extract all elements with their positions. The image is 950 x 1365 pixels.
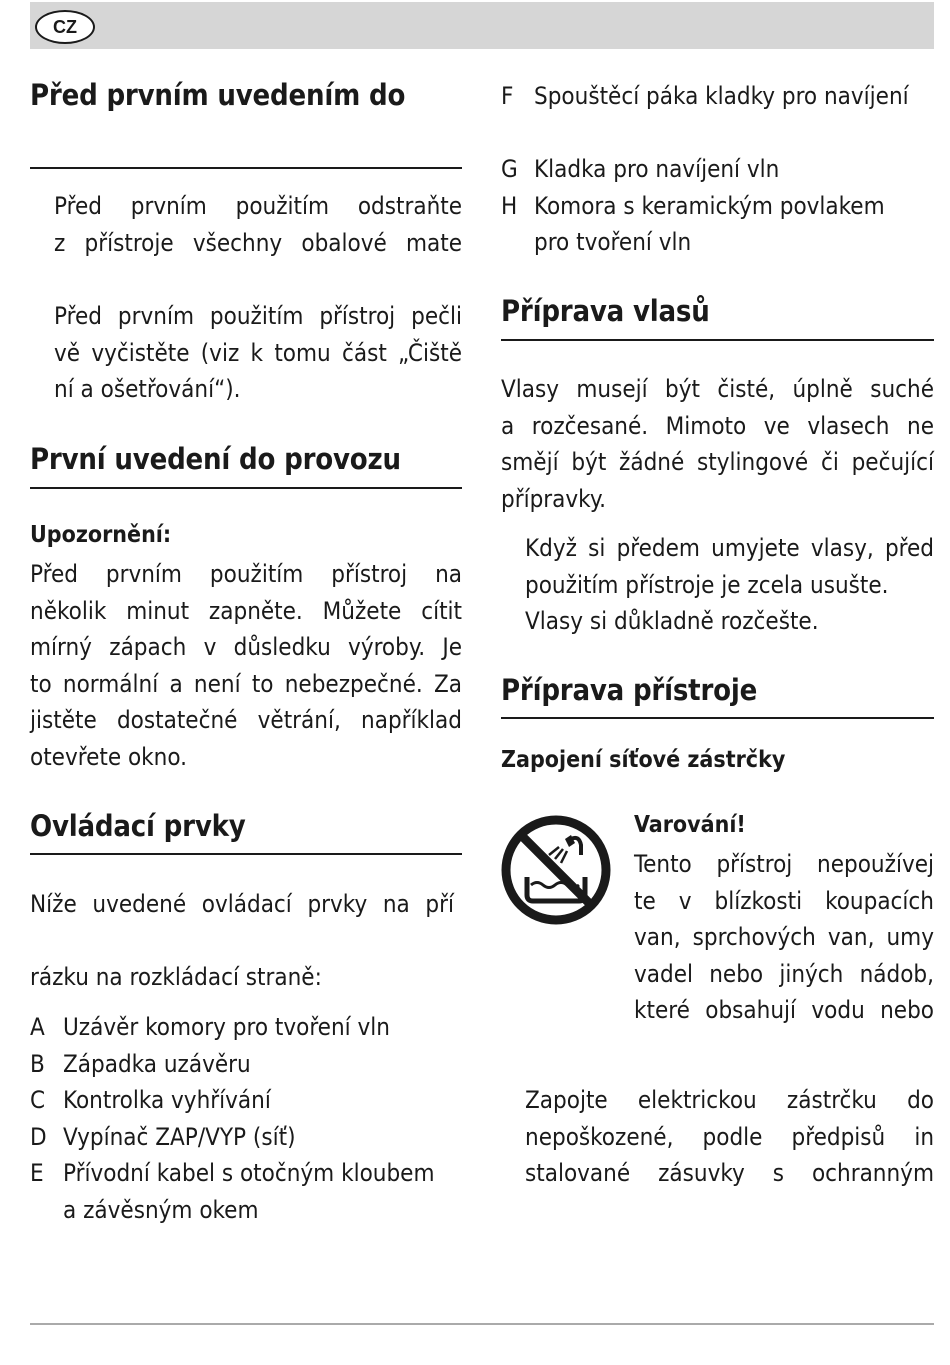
paragraph-hair-dry: Když si předem umyjete vlasy, před použitím přístroje je zcela usušte. Vlasy si důkladně rozčešte. bbox=[525, 534, 934, 636]
paragraph-clean-device: Před prvním použitím přístroj pečli vě vyčistěte (viz k tomu část „Čiště ní a ošetřování“). bbox=[54, 302, 462, 404]
note-paragraph: Před prvním použitím přístroj na několik minut zapněte. Můžete cítit mírný zápach v důsledku výroby. Je to normální a není to nebezpečné. Za jistěte dostatečné větrání, například otevřete okno. bbox=[30, 560, 462, 771]
list-item: H Komora s keramickým povlakem bbox=[501, 191, 885, 220]
warning-paragraph: Tento přístroj nepoužívej te v blízkosti koupacích van, sprchových van, umy vadel nebo jiných nádob, které obsahují vodu nebo bbox=[634, 850, 934, 1025]
bottom-rule bbox=[30, 1323, 934, 1325]
section-title-device-preparation: Příprava přístroje bbox=[501, 673, 758, 707]
list-item: D Vypínač ZAP/VYP (síť) bbox=[30, 1122, 296, 1151]
note-label: Upozornění: bbox=[30, 522, 172, 548]
section-title-first-operation: První uvedení do provozu bbox=[30, 442, 401, 476]
subheading-plug-connection: Zapojení síťové zástrčky bbox=[501, 747, 786, 773]
controls-list-continued bbox=[501, 78, 935, 115]
list-item-continuation: pro tvoření vln bbox=[534, 228, 692, 257]
paragraph-hair-clean: Vlasy musejí být čisté, úplně suché a rozčesané. Mimoto ve vlasech ne smějí být žádné stylingové či pečující přípravky. bbox=[501, 375, 934, 513]
controls-list bbox=[30, 1009, 462, 1229]
section-rule bbox=[501, 717, 934, 719]
paragraph-remove-packaging: Před prvním použitím odstraňte z přístroje všechny obalové mate bbox=[54, 192, 462, 257]
controls-intro-line1: Níže uvedené ovládací prvky na pří bbox=[30, 890, 454, 918]
list-item: A Uzávěr komory pro tvoření vln bbox=[30, 1013, 390, 1041]
section-title-before-first-use: Před prvním uvedením do bbox=[30, 78, 406, 112]
section-title-hair-preparation: Příprava vlasů bbox=[501, 294, 710, 328]
list-item-continuation: a závěsným okem bbox=[63, 1195, 259, 1224]
section-title-controls: Ovládací prvky bbox=[30, 809, 246, 843]
paragraph-plug-in: Zapojte elektrickou zástrčku do nepoškozené, podle předpisů in stalované zásuvky s ochranným bbox=[525, 1086, 934, 1188]
controls-intro-line2: rázku na rozkládací straně: bbox=[30, 963, 322, 991]
list-item: C Kontrolka vyhřívání bbox=[30, 1086, 271, 1115]
section-rule bbox=[30, 167, 462, 169]
list-item: G Kladka pro navíjení vln bbox=[501, 155, 780, 183]
no-water-bath-icon bbox=[501, 815, 611, 925]
list-item: F Spouštěcí páka kladky pro navíjení bbox=[501, 82, 909, 110]
controls-list-continued-2 bbox=[501, 151, 935, 261]
list-item: E Přívodní kabel s otočným kloubem bbox=[30, 1159, 435, 1188]
section-rule bbox=[501, 339, 934, 341]
section-rule bbox=[30, 853, 462, 855]
list-item: B Západka uzávěru bbox=[30, 1049, 251, 1078]
section-rule bbox=[30, 487, 462, 489]
language-badge: CZ bbox=[35, 10, 95, 44]
top-bar bbox=[30, 2, 934, 49]
warning-label: Varování! bbox=[634, 812, 746, 838]
